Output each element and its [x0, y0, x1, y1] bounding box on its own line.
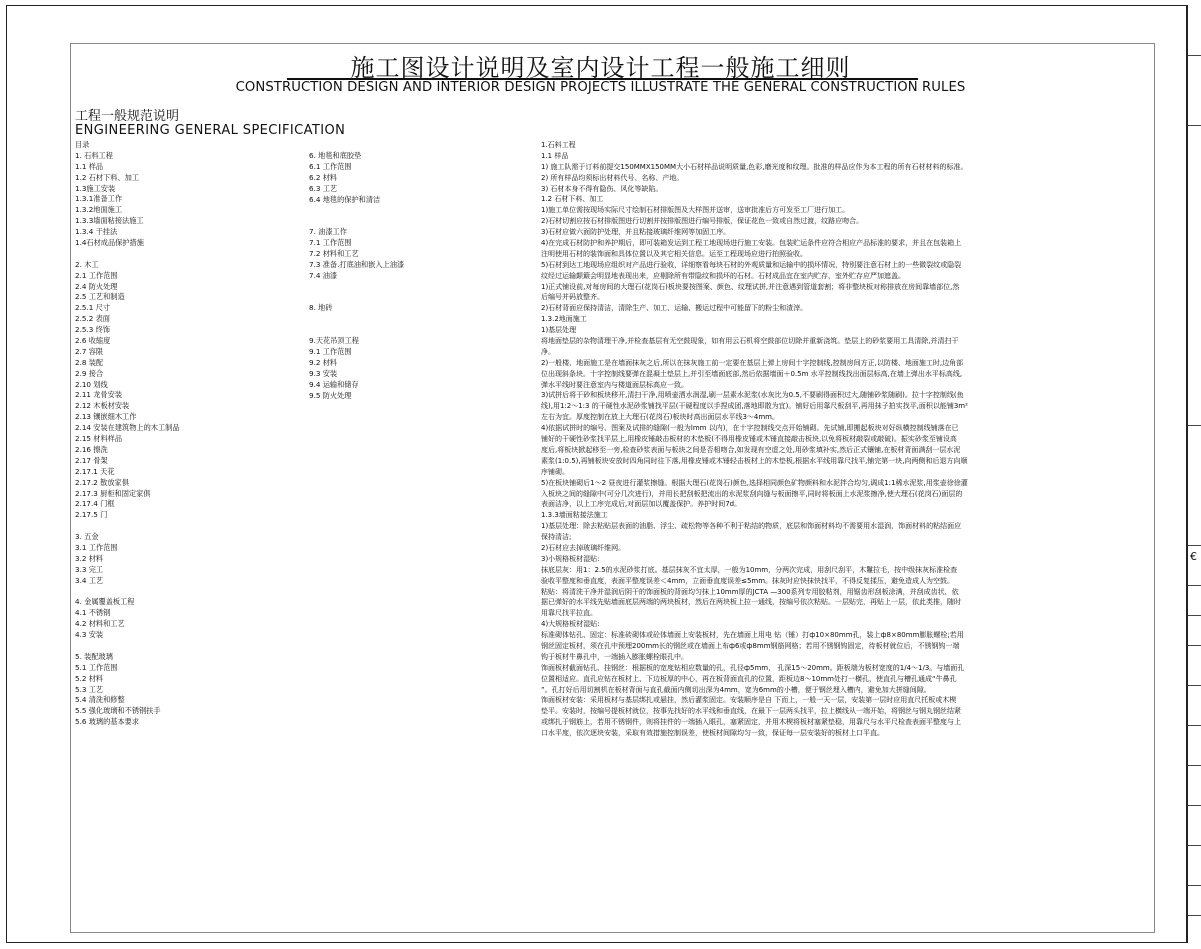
body-text-line: 1)正式铺设前,对每房间的大理石(花岗石)板块要按图案、颜色、纹理试拼,并注意遇到管道套割；将非整块板对称排放在房间靠墙部位,然: [541, 282, 960, 291]
body-text-line: 2)石材背面应保持清洁，清除生产、加工、运输、搬运过程中可能留下的粉尘和渣滓。: [541, 304, 808, 313]
toc-item: 1.3.1准备工作: [75, 194, 123, 204]
body-text-line: 3)小规格板材湿贴:: [541, 554, 600, 563]
toc-item: 2.6 收缩度: [75, 336, 111, 346]
body-text-line: 2)石材切割应按石材排版图进行切割并按排版图进行编号排版，保证花色一致或自然过渡，纹路应吻合。: [541, 217, 864, 226]
toc-item: [309, 314, 404, 325]
body-text-line: 饰面板材安装：采用板材与基层绑扎或悬挂，然后灌浆固定。安装顺序是自 下而上，一般一天一层，安装第一层时应用直尺托板或木楔: [541, 696, 957, 705]
toc-item: 8. 地砖: [309, 303, 333, 313]
toc-item: 6.4 地毯的保护和清洁: [309, 194, 381, 204]
body-text-line: 5)在板块铺砌后1～2 昼夜进行灌浆擦缝。根据大理石(花岗石)颜色,选择相同颜色矿物颜料和水泥拌合均匀,调成1:1稀水泥浆,用浆壶徐徐灌: [541, 478, 968, 487]
body-text-line: 4)大规格板材湿贴:: [541, 620, 600, 629]
body-text-line: 左右为宜。厚度控制在放上大理石(花岗石)板块时高出面层水平线3～4mm。: [541, 413, 780, 422]
title-block-strip: [1187, 5, 1201, 943]
toc-item: 2.9 接合: [75, 368, 104, 378]
toc-item: 3.1 工作范围: [75, 542, 118, 552]
title-block-cell: [1188, 545, 1201, 546]
toc-item: 9.2 材料: [309, 357, 338, 367]
title-block-cell: [1188, 685, 1201, 686]
section-heading-en: ENGINEERING GENERAL SPECIFICATION: [75, 123, 346, 138]
toc-item: 7.4 油漆: [309, 270, 338, 280]
toc-item: 6.3 工艺: [309, 183, 338, 193]
body-text-line: 入板块之间的缝隙中(可分几次进行)，并用长把刮板把流出的水泥浆刮向缝与板面擦平,同时将板面上水泥浆擦净,使大理石(花岗石)面层的: [541, 489, 963, 498]
body-text-line: 后编号并码放整齐。: [541, 293, 604, 302]
toc-item: 2.17 骨架: [75, 455, 108, 465]
toc-item: 2.5.2 表面: [75, 314, 110, 324]
toc-item: 2.17.2 散放家俱: [75, 477, 129, 487]
toc-item: 9.4 运输和储存: [309, 379, 359, 389]
body-text-line: 序铺砌。: [541, 467, 569, 476]
toc-item: 1.3施工安装: [75, 183, 116, 193]
title-block-cell: [1188, 845, 1201, 846]
body-text-line: 铺好的干硬性砂浆找平层上,用橡皮锤敲击板材的木垫板(不得用橡皮锤或木锤直接敲击板块,以免将板材敲裂或敲破)。振实砂浆至铺设高: [541, 435, 957, 444]
toc-left-column: [75, 140, 180, 728]
body-text-line: 纹经过运输颠簸会明显地表现出来，应剔除所有带隐纹和损坏的石材。石材成品宜在室内贮存，室外贮存应严加遮盖。: [541, 271, 905, 280]
page-title-cn: 施工图设计说明及室内设计工程一般施工细则: [350, 54, 851, 82]
toc-item: [309, 293, 404, 304]
side-badge-icon: €: [1190, 550, 1197, 563]
body-text-line: 位出现斜条块。十字控制线要弹在混凝土垫层上,并引至墙面底部,然后依据墙面＋0.5m 水平控制线找出面层标高,在墙上弹出水平标高线,: [541, 369, 963, 378]
body-text-line: 3)石材应做六面防护处理，并且粘接玻璃纤维网等加固工序。: [541, 228, 731, 237]
body-text-line: 2) 所有样品均须标出材料代号、名称、产地。: [541, 173, 684, 182]
title-block-cell: [1188, 725, 1201, 726]
body-text-line: 线),用1:2～1:3 的干硬性水泥砂浆铺找平层(干硬程度以手捏成团,落地即散为宜)。铺好后用靠尺板刮平,再用抹子拍实找平,面积以能铺3m²: [541, 402, 968, 411]
toc-item: 2.5.3 终饰: [75, 325, 110, 335]
toc-item: [75, 249, 180, 260]
toc-item: 3. 五金: [75, 532, 99, 542]
toc-item: 2.5 工艺和制造: [75, 292, 125, 302]
toc-item: 2.17.4 门框: [75, 499, 115, 509]
toc-item: 5.5 强化玻璃和不锈钢扶手: [75, 706, 161, 716]
toc-item: 2.8 装配: [75, 357, 104, 367]
section-heading-cn: 工程一般规范说明: [75, 109, 180, 124]
toc-item: 1.3.3墙面粘接法施工: [75, 216, 144, 226]
toc-item: 2. 木工: [75, 259, 99, 269]
body-text-line: 3)试拼后将干砂和板块移开,清扫干净,用喷壶洒水润湿,刷一层素水泥浆(水灰比为0.5,不要刷得面积过大,随铺砂浆随刷)。拉十字控制线(鱼: [541, 391, 964, 400]
toc-item: 6.2 材料: [309, 172, 338, 182]
body-text-line: 饰面板材截面钻孔、挂钢丝：根据板的宽度钻相应数量的孔，孔径ф5mm， 孔深15～20mm。距板端为板材宽度的1/4～1/3。与墙面孔: [541, 663, 965, 672]
body-text-line: 2)石材应去掉玻璃纤维网。: [541, 543, 626, 552]
toc-item: 2.5.1 尺寸: [75, 303, 110, 313]
toc-item: 2.13 镶嵌细木工作: [75, 412, 137, 422]
toc-item: 5.4 清洗和修整: [75, 695, 125, 705]
toc-item: 3.2 材料: [75, 553, 104, 563]
toc-item: 2.7 容限: [75, 346, 104, 356]
toc-item: 2.15 材料样品: [75, 434, 123, 444]
title-block-cell: [1188, 915, 1201, 916]
body-text-line: 1) 施工队需于订料前提交150MMX150MM大小石材样品说明质量,色彩,磨光度和纹理。批准的样品应作为本工程的所有石材材料的标准。: [541, 162, 968, 171]
toc-item: [75, 641, 180, 652]
toc-item: [309, 282, 404, 293]
toc-item: 2.17.1 天花: [75, 466, 115, 476]
toc-item: [309, 325, 404, 336]
toc-item: 4. 金属覆盖板工程: [75, 597, 135, 607]
body-text-line: 3) 石材本身不得有隐伤、风化等缺陷。: [541, 184, 663, 193]
toc-item: 7.2 材料和工艺: [309, 249, 359, 259]
toc-item: 9.天花吊顶工程: [309, 336, 359, 346]
body-text-line: 表面洁净，以上工序完成后,对面层加以覆盖保护。养护时间7d。: [541, 500, 742, 509]
toc-item: [75, 587, 180, 598]
toc-item: 3.4 工艺: [75, 575, 104, 585]
toc-item: 1.2 石材下料、加工: [75, 172, 140, 182]
toc-item: 6.1 工作范围: [309, 161, 352, 171]
body-text-line: 1.3.3墙面粘接法施工: [541, 511, 608, 520]
body-text-line: 净。: [541, 347, 555, 356]
toc-item: 2.11 龙骨安装: [75, 390, 123, 400]
body-text-line: 用靠尺找平拉直。: [541, 609, 597, 618]
title-block-cell: [1188, 645, 1201, 646]
title-block-cell: [1188, 885, 1201, 886]
body-text-line: 钩于板材牛鼻孔中，一端插入膨胀螺栓眼孔中。: [541, 652, 688, 661]
toc-item: 1.4石材成品保护措施: [75, 238, 144, 248]
toc-item: 4.3 安装: [75, 630, 104, 640]
toc-item: 1.1 样品: [75, 161, 104, 171]
toc-item: 5.3 工艺: [75, 684, 104, 694]
body-text-line: 或绑扎于钢筋上，若用不锈钢件，则将挂件的一端插入眼孔，塞紧固定，并用木楔将板材塞紧垫稳，用靠尺与水平尺检查表面平整度与上: [541, 718, 961, 727]
title-block-cell: [1188, 425, 1201, 426]
body-text-line: 4)依据试拼时的编号、图案及试排的缝隙(一般为lmm 以内)，在十字控制线交点开始铺砌。先试铺,即搬起板块对好纵横控制线铺落在已: [541, 424, 959, 433]
body-text-line: 将地面垫层的杂物清理干净,并检查基层有无空鼓现象，如有用云石机将空鼓部位切除并重新浇筑。垫层上的砂浆要用工具清除,并清扫干: [541, 337, 959, 346]
body-text-line: 保持清洁;: [541, 533, 572, 542]
title-block-cell: [1188, 125, 1201, 126]
body-text-line: 1.石料工程: [541, 141, 576, 149]
body-text-line: 4)在完成石材防护和养护期后，即可装箱发运到工程工地现场进行施工安装。包装贮运条件应符合相应产品标准的要求，并且在包装箱上: [541, 239, 962, 248]
toc-item: 5.6 玻璃的基本要求: [75, 717, 140, 727]
toc-item: 9.1 工作范围: [309, 347, 352, 357]
body-text-line: 注明使用石材的装饰面和具体位置以及其它相关信息。运至工程现场应进行拍照验收。: [541, 249, 807, 258]
body-text-line: 素浆(1:0.5),再铺板块安放时四角同时往下落,用橡皮锤或木锤轻击板材上的木垫板,根据水平线用靠尺找平,铺完第一块,向两侧和后退方向顺: [541, 456, 968, 465]
body-text-line: 位置相适应。直孔应钻在板材上、下边板厚的中心，再在板背面直孔的位置，距板边8～10mm处打一横孔，使直孔与槽孔通成“牛鼻孔: [541, 674, 957, 683]
body-text-line: ”。孔打好后用切割机在板材背面与直孔截面内侧切出深为4mm，宽为6mm的小槽，便于钢丝埋入槽内，避免加大拼缝间隙。: [541, 685, 931, 694]
toc-item: 6. 地毯和底胶垫: [309, 151, 362, 160]
toc-item: 1.3.2地面施工: [75, 205, 123, 215]
toc-item: 5.1 工作范围: [75, 662, 118, 672]
toc-item: 2.10 划线: [75, 379, 108, 389]
body-text-line: 1)基层处理: [541, 326, 577, 335]
toc-middle-column: [309, 151, 404, 401]
body-text-line: 1.3.2地面施工: [541, 315, 587, 324]
toc-item: 4.2 材料和工艺: [75, 619, 125, 629]
toc-item: 2.17.5 门: [75, 510, 108, 520]
body-text-line: 弹水平线时要注意室内与楼道面层标高应一致。: [541, 380, 688, 389]
toc-item: [309, 205, 404, 216]
body-text-line: 据已弹好的水平线先贴墙面底层两端的两块板材，然后在两块板上拉一通线，按编号依次粘贴。一层贴完，再贴上一层，依此类推，随时: [541, 598, 961, 607]
body-text-line: 1.1 样品: [541, 151, 569, 160]
toc-item: 7. 油漆工作: [309, 227, 347, 237]
toc-item: 2.1 工作范围: [75, 270, 118, 280]
title-block-cell: [1188, 805, 1201, 806]
body-text-line: 2)一般楼、地面施工是在墙面抹灰之后,所以在抹灰施工前一定要在基层上弹上房间十字控制线,控制房间方正,以防楼、地面施工时,边角部: [541, 358, 964, 367]
toc-item: [75, 521, 180, 532]
page-title-en: CONSTRUCTION DESIGN AND INTERIOR DESIGN PROJECTS ILLUSTRATE THE GENERAL CONSTRUCTION RULES: [235, 80, 966, 95]
toc-item: 2.17.3 厨柜和固定家俱: [75, 488, 151, 498]
toc-item: 5. 装配玻璃: [75, 651, 113, 661]
body-text-line: 标准砌体钻孔、固定：标准砖砌体或砼体墙面上安装板材，先在墙面上用电 钻（锤）打ф10×80mm孔，装上ф8×80mm膨胀螺栓;若用: [541, 631, 964, 640]
body-text-line: 验收平整度和垂直度，表面平整度误差＜4mm，立面垂直度误差≤5mm。抹灰时应快抹快找平，不得反复揉压，避免造成人为空鼓。: [541, 576, 955, 585]
body-text-line: 1)施工单位需按现场实际尺寸绘制石材排版图及大样图并送审，送审批准后方可发至工厂进行加工。: [541, 206, 850, 215]
body-text-line: 5)石材到达工地现场应组织对产品进行验收，详细察看每块石材的外观质量和运输中的损坏情况，特别要注意石材上的一些微裂纹或隐裂: [541, 260, 962, 269]
body-text-line: 口水平度，依次逐块安装，采取有效措施控制误差，使板材间隙均匀一致，保证每一层安装好的板材上口平直。: [541, 729, 884, 738]
specification-body-text: [541, 140, 1047, 739]
toc-item: 2.16 擦洗: [75, 444, 108, 454]
toc-item: 7.3 准备.打底油和嵌入上油漆: [309, 259, 405, 269]
body-text-line: 垫平。安装时，按编号提板材就位，按事先找好的水平线和垂直线，在最下一层两头找平，拉上横线从一端开始，将钢丝与钢丸钢丝结紧: [541, 707, 961, 716]
body-text-line: 1)基层处理：除去粘贴层表面的油脂、浮尘、疏松物等各种不利于粘结的物质，底层和饰面材料均不需要用水湿润，饰面材料的粘结面应: [541, 522, 962, 531]
toc-item: 9.3 安装: [309, 368, 338, 378]
title-block-cell: [1188, 585, 1201, 586]
toc-item: 目录: [75, 140, 90, 149]
toc-item: 2.14 安装在建筑物上的木工制品: [75, 423, 180, 433]
toc-item: 1.3.4 干挂法: [75, 227, 118, 237]
body-text-line: 1.2 石材下料、加工: [541, 195, 604, 204]
body-text-line: 度后,将板块掀起移至一旁,检查砂浆表面与板块之间是否相吻合,如发现有空虚之处,用砂浆填补实,然后正式镶铺,在板材背面满刮一层水泥: [541, 445, 961, 454]
toc-item: 2.12 木板材安装: [75, 401, 130, 411]
toc-item: 9.5 防火处理: [309, 390, 352, 400]
toc-item: 3.3 完工: [75, 564, 104, 574]
title-block-cell: [1188, 765, 1201, 766]
body-text-line: 钢丝固定板材，须在孔中预埋200mm长的钢丝或在墙面上布ф6或ф8mm钢筋网格；若用不锈钢钩固定，待板材就位后，不锈钢钩一端: [541, 641, 960, 650]
toc-item: 7.1 工作范围: [309, 238, 352, 248]
toc-item: 2.4 防火处理: [75, 281, 118, 291]
body-text-line: 粘贴：将清洗干净并湿润后阴干的饰面板的背面均匀抹上10mm厚的JCTA —300系列专用胶粘剂，用锯齿形刮板涂满，并刮成齿状，依: [541, 587, 959, 596]
title-block-cell: [1188, 615, 1201, 616]
toc-item: 5.2 材料: [75, 673, 104, 683]
toc-item: 4.1 不锈钢: [75, 608, 111, 618]
toc-item: 1. 石料工程: [75, 150, 113, 160]
body-text-line: 抹底层灰：用1：2.5的水泥砂浆打底。基层抹灰不宜太厚，一般为10mm，分两次完成，用刮尺刮平，木鬘拉毛，按中级抹灰标准检查: [541, 565, 958, 574]
toc-item: [309, 216, 404, 227]
